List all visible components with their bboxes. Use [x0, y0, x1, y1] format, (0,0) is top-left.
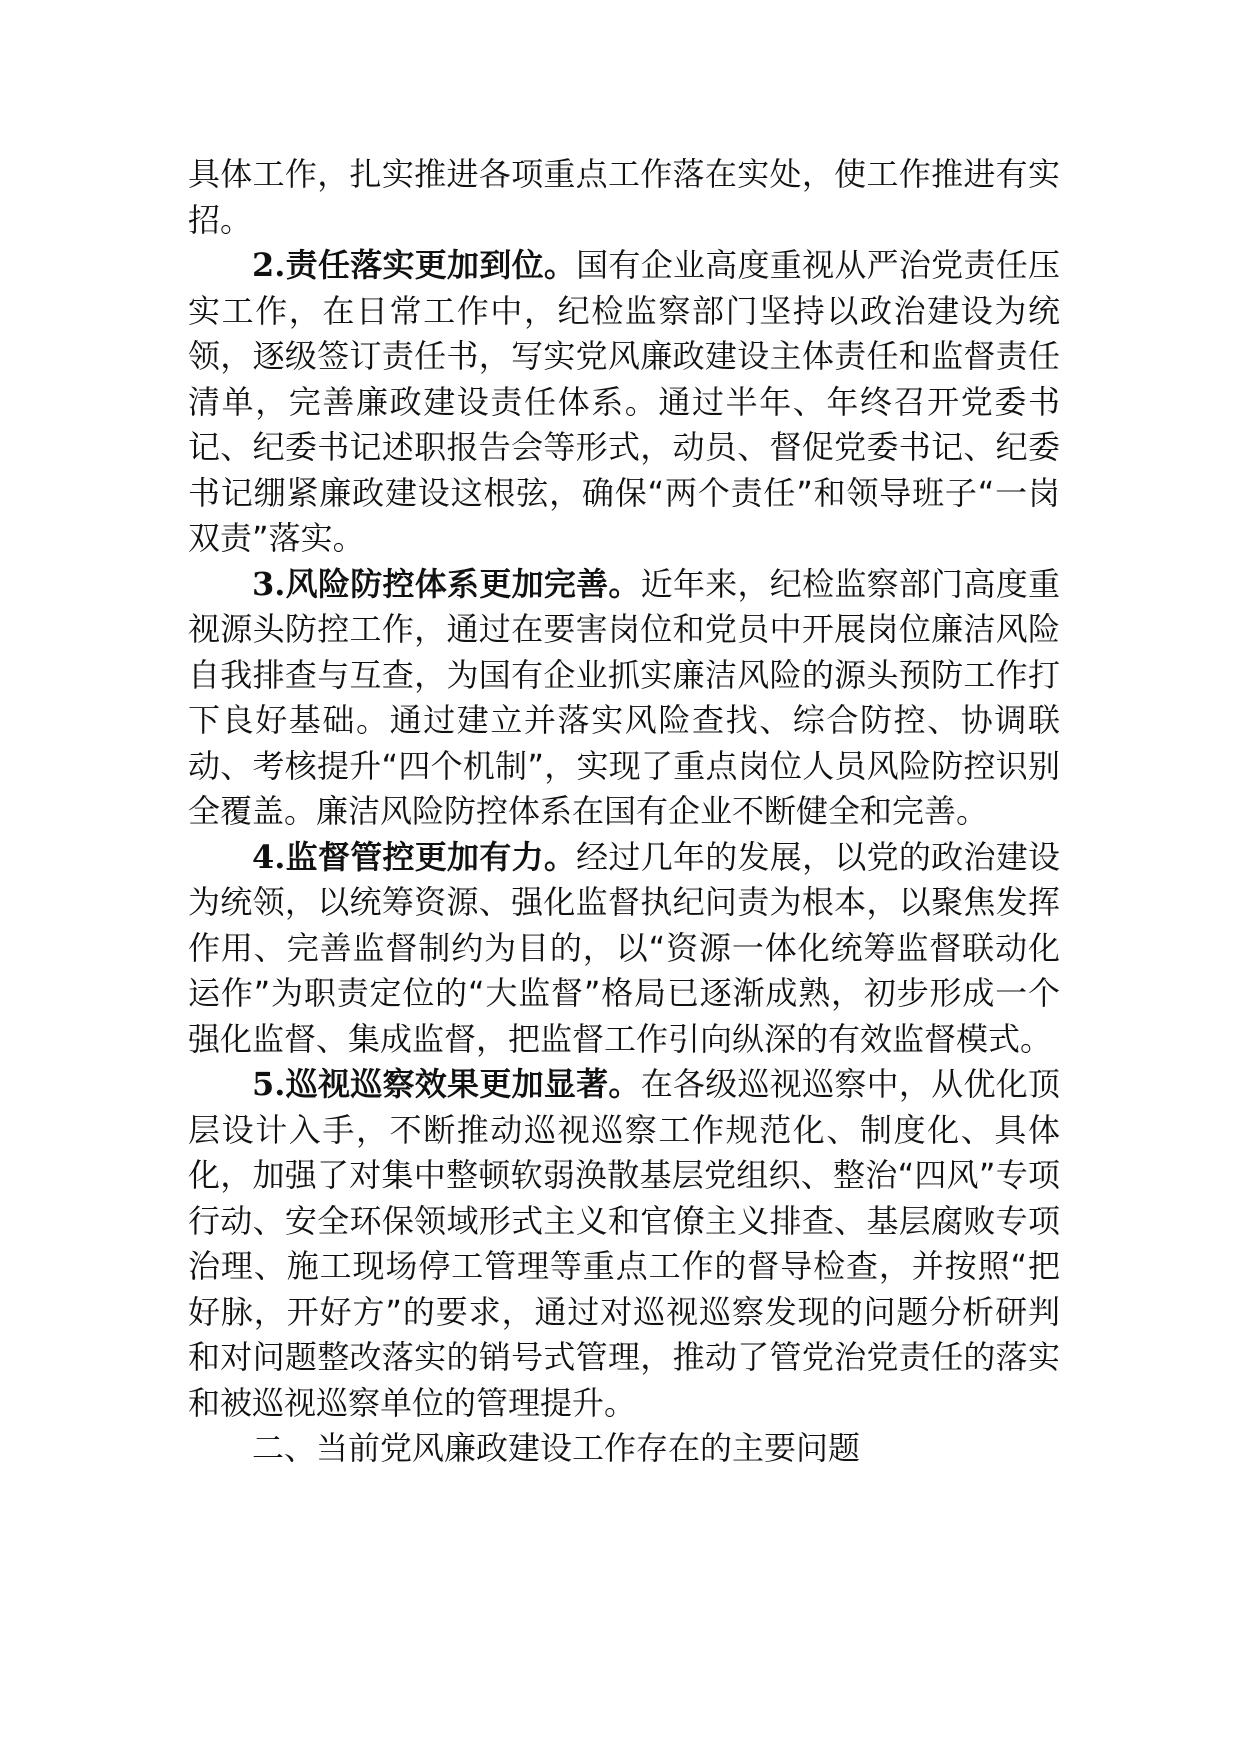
- item-number-2: 2.: [252, 246, 286, 284]
- item-paragraph-5: [188, 1062, 1060, 1426]
- item-paragraph-4: [188, 835, 1060, 1063]
- item-body-3: 近年来，纪检监察部门高度重视源头防控工作，通过在要害岗位和党员中开展岗位廉洁风险自我排查与互查，为国有企业抓实廉洁风险的源头预防工作打下良好基础。通过建立并落实风险查找、综合防控、协调联动、考核提升“四个机制”，实现了重点岗位人员风险防控识别全覆盖。廉洁风险防控体系在国有企业不断健全和完善。: [188, 564, 1060, 830]
- section-heading-text: 二、当前党风廉政建设工作存在的主要问题: [252, 1429, 861, 1467]
- item-heading-text-3: 风险防控体系更加完善。: [285, 564, 641, 603]
- item-number-4: 4.: [252, 837, 286, 876]
- item-heading-4: [252, 838, 576, 876]
- item-body-4: 经过几年的发展，以党的政治建设为统领，以统筹资源、强化监督执纪问责为根本，以聚焦发挥作用、完善监督制约为目的，以“资源一体化统筹监督联动化运作”为职责定位的“大监督”格局已逐渐成熟，初步形成一个强化监督、集成监督，把监督工作引向纵深的有效监督模式。: [188, 837, 1060, 1058]
- item-heading-5: [252, 1065, 641, 1103]
- document-page: [188, 152, 1060, 1472]
- section-heading: [188, 1426, 1060, 1472]
- item-number-5: 5.: [252, 1065, 286, 1103]
- item-heading-text-5: 巡视巡察效果更加显著。: [285, 1065, 641, 1103]
- item-paragraph-2: [188, 243, 1060, 562]
- item-heading-3: [252, 565, 641, 603]
- intro-paragraph: [188, 152, 1060, 243]
- item-body-2: 国有企业高度重视从严治党责任压实工作，在日常工作中，纪检监察部门坚持以政治建设为统领，逐级签订责任书，写实党风廉政建设主体责任和监督责任清单，完善廉政建设责任体系。通过半年、年终召开党委书记、纪委书记述职报告会等形式，动员、督促党委书记、纪委书记绷紧廉政建设这根弦，确保“两个责任”和领导班子“一岗双责”落实。: [188, 246, 1060, 557]
- item-heading-text-4: 监督管控更加有力。: [285, 837, 577, 876]
- item-number-3: 3.: [252, 564, 286, 603]
- item-body-5: 在各级巡视巡察中，从优化顶层设计入手，不断推动巡视巡察工作规范化、制度化、具体化，加强了对集中整顿软弱涣散基层党组织、整治“四风”专项行动、安全环保领域形式主义和官僚主义排查、基层腐败专项治理、施工现场停工管理等重点工作的督导检查，并按照“把好脉，开好方”的要求，通过对巡视巡察发现的问题分析研判和对问题整改落实的销号式管理，推动了管党治党责任的落实和被巡视巡察单位的管理提升。: [188, 1065, 1060, 1422]
- item-paragraph-3: [188, 562, 1060, 835]
- item-heading-text-2: 责任落实更加到位。: [285, 246, 577, 284]
- intro-text: 具体工作，扎实推进各项重点工作落在实处，使工作推进有实招。: [188, 155, 1060, 239]
- item-heading-2: [252, 246, 576, 284]
